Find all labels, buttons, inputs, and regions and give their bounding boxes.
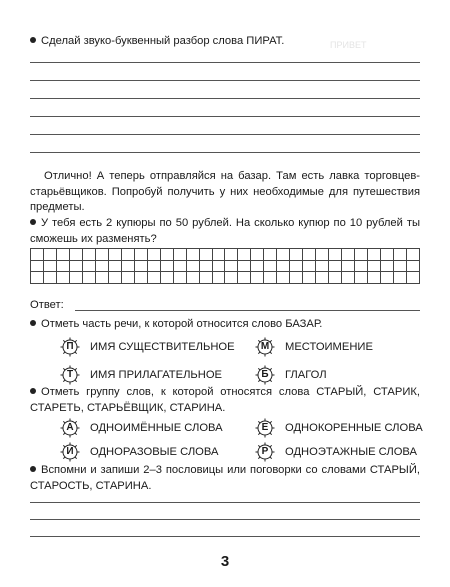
bullet-icon (30, 388, 36, 394)
writing-line[interactable] (30, 98, 420, 99)
task-sound-analysis (30, 34, 425, 50)
task-text: Сделай звуко-буквенный разбор слова ПИРАТ. (41, 35, 285, 47)
answer-grid[interactable] (30, 248, 420, 284)
task-money-exchange (30, 216, 420, 247)
writing-line[interactable] (30, 62, 420, 63)
option-disposable[interactable] (60, 442, 218, 462)
writing-line[interactable] (30, 502, 420, 503)
option-label: ОДНОИМЁННЫЕ СЛОВА (90, 422, 223, 434)
sun-badge-icon: Т (60, 365, 80, 385)
option-cognates[interactable] (255, 418, 423, 438)
sun-badge-icon: И (60, 442, 80, 462)
option-label: ОДНОЭТАЖНЫЕ СЛОВА (285, 446, 417, 458)
bullet-icon (30, 320, 36, 326)
task-text: Вспомни и запиши 2–3 пословицы или поговорки со словами СТАРЫЙ, СТАРОСТЬ, СТАРИНА. (30, 464, 420, 492)
writing-line[interactable] (30, 519, 420, 520)
option-adjective[interactable] (60, 365, 222, 385)
option-label: ГЛАГОЛ (285, 369, 327, 381)
bullet-icon (30, 37, 36, 43)
writing-line[interactable] (30, 80, 420, 81)
option-pronoun[interactable] (255, 337, 373, 357)
bleed-through: ПРИВЕТ (330, 40, 367, 50)
sun-badge-icon: Е (255, 418, 275, 438)
option-homonyms[interactable] (60, 418, 223, 438)
sun-badge-icon: Б (255, 365, 275, 385)
sun-badge-icon: Р (255, 442, 275, 462)
task-text: Отметь группу слов, к которой относятся слова СТАРЫЙ, СТАРИК, СТАРЕТЬ, СТАРЬЁВЩИК, СТАРИНА. (30, 386, 420, 414)
bullet-icon (30, 466, 36, 472)
task-text: Отметь часть речи, к которой относится слово БАЗАР. (41, 318, 323, 330)
page-number: 3 (220, 553, 230, 570)
sun-badge-icon: А (60, 418, 80, 438)
option-label: ИМЯ СУЩЕСТВИТЕЛЬНОЕ (90, 341, 235, 353)
writing-line[interactable] (30, 116, 420, 117)
writing-line[interactable] (30, 152, 420, 153)
option-label: ОДНОКОРЕННЫЕ СЛОВА (285, 422, 423, 434)
writing-line[interactable] (30, 134, 420, 135)
sun-badge-icon: М (255, 337, 275, 357)
option-label: МЕСТОИМЕНИЕ (285, 341, 373, 353)
sun-badge-icon: П (60, 337, 80, 357)
answer-label: Ответ: (30, 299, 64, 311)
bullet-icon (30, 219, 36, 225)
task-text: У тебя есть 2 купюры по 50 рублей. На сколько купюр по 10 рублей ты сможешь их разменять? (30, 217, 420, 245)
writing-line[interactable] (30, 536, 420, 537)
task-proverbs (30, 463, 420, 494)
option-label: ОДНОРАЗОВЫЕ СЛОВА (90, 446, 219, 458)
task-part-of-speech (30, 317, 425, 333)
option-single-storey[interactable] (255, 442, 417, 462)
option-verb[interactable] (255, 365, 327, 385)
task-word-group (30, 385, 420, 416)
option-label: ИМЯ ПРИЛАГАТЕЛЬНОЕ (90, 369, 223, 381)
answer-line[interactable] (75, 310, 420, 311)
intro-paragraph: Отлично! А теперь отправляйся на базар. Там есть лавка торговцев-старьёвщиков. Попробуй получить у них необходимые для путешествия предметы. (30, 170, 420, 213)
option-noun[interactable] (60, 337, 235, 357)
